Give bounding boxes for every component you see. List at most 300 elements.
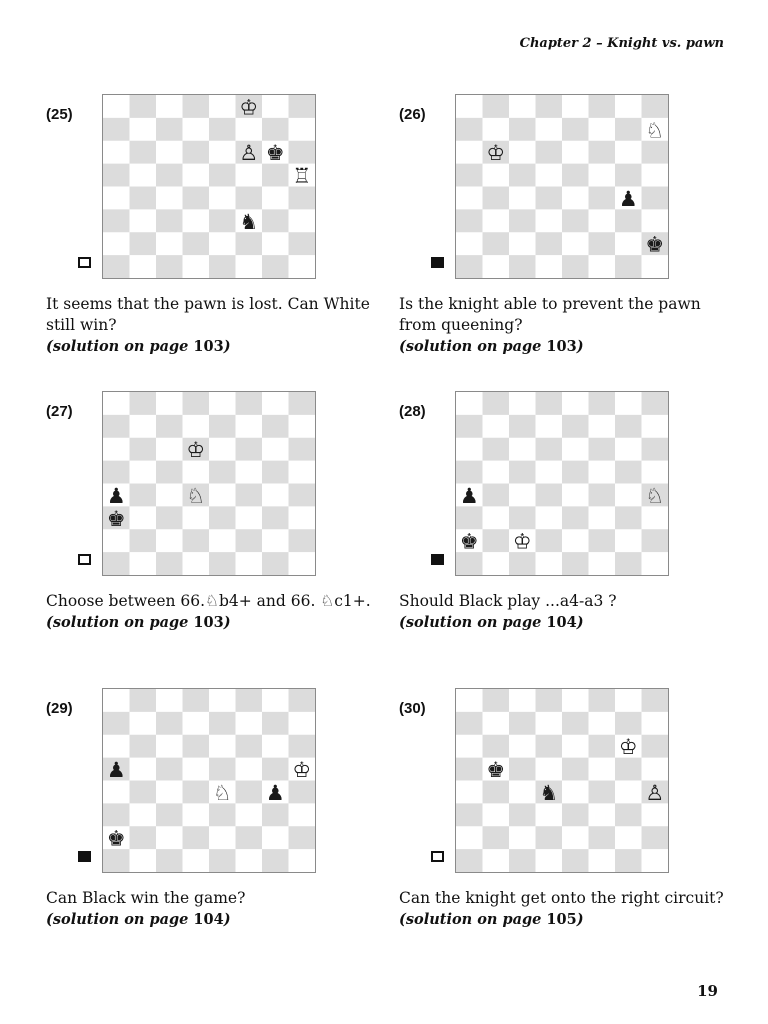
light-square	[615, 232, 642, 255]
light-square	[536, 164, 563, 187]
dark-square	[262, 209, 289, 232]
light-square	[509, 826, 536, 849]
dark-square	[289, 781, 316, 804]
light-square	[456, 735, 483, 758]
light-square	[130, 255, 157, 278]
light-square	[262, 95, 289, 118]
light-square	[562, 232, 589, 255]
black-pawn-icon: ♟	[459, 483, 479, 508]
solution-reference	[399, 336, 739, 357]
light-square	[589, 164, 616, 187]
light-square	[183, 164, 210, 187]
white-king-icon: ♔	[618, 735, 638, 760]
dark-square	[589, 95, 616, 118]
dark-square	[562, 255, 589, 278]
solution-close: )	[576, 338, 584, 355]
chess-diagram	[455, 391, 669, 576]
puzzle-caption	[46, 591, 386, 633]
dark-square	[589, 735, 616, 758]
dark-square	[289, 392, 316, 415]
dark-square	[130, 95, 157, 118]
light-square	[456, 826, 483, 849]
light-square	[562, 392, 589, 415]
light-square	[103, 438, 130, 461]
dark-square	[562, 803, 589, 826]
light-square	[509, 781, 536, 804]
dark-square	[536, 95, 563, 118]
light-square	[156, 735, 183, 758]
light-square	[156, 826, 183, 849]
dark-square	[509, 758, 536, 781]
white-to-move-indicator	[78, 554, 91, 565]
dark-square	[483, 438, 510, 461]
light-square	[562, 529, 589, 552]
board-grid	[103, 392, 315, 575]
light-square	[456, 95, 483, 118]
dark-square	[483, 781, 510, 804]
light-square	[209, 187, 236, 210]
dark-square	[209, 552, 236, 575]
light-square	[209, 141, 236, 164]
dark-square	[103, 461, 130, 484]
dark-square	[289, 95, 316, 118]
dark-square	[562, 849, 589, 872]
dark-square	[562, 712, 589, 735]
light-square	[562, 484, 589, 507]
puzzle-number: (27)	[46, 403, 73, 420]
dark-square	[156, 849, 183, 872]
white-king-icon: ♔	[239, 95, 259, 120]
solution-page: 104	[546, 614, 577, 631]
light-square	[289, 506, 316, 529]
dark-square	[236, 187, 263, 210]
dark-square	[536, 141, 563, 164]
light-square	[536, 712, 563, 735]
light-square	[562, 141, 589, 164]
dark-square	[456, 712, 483, 735]
light-square	[589, 712, 616, 735]
light-square	[236, 255, 263, 278]
dark-square	[156, 506, 183, 529]
light-square	[562, 689, 589, 712]
puzzle-question: Is the knight able to prevent the pawn from queening?	[399, 295, 701, 334]
light-square	[183, 849, 210, 872]
light-square	[483, 849, 510, 872]
light-square	[536, 415, 563, 438]
chess-diagram	[102, 688, 316, 873]
light-square	[456, 141, 483, 164]
dark-square	[236, 689, 263, 712]
light-square	[103, 232, 130, 255]
board-grid	[456, 689, 668, 872]
black-pawn-icon: ♟	[265, 780, 285, 805]
puzzle-number: (30)	[399, 700, 426, 717]
dark-square	[483, 484, 510, 507]
light-square	[130, 758, 157, 781]
dark-square	[589, 438, 616, 461]
white-king-icon: ♔	[292, 758, 312, 783]
light-square	[589, 255, 616, 278]
light-square	[456, 781, 483, 804]
solution-close: )	[223, 614, 231, 631]
light-square	[483, 209, 510, 232]
white-knight-icon: ♘	[212, 780, 232, 805]
light-square	[209, 95, 236, 118]
dark-square	[289, 689, 316, 712]
light-square	[156, 438, 183, 461]
light-square	[262, 689, 289, 712]
light-square	[289, 552, 316, 575]
dark-square	[156, 415, 183, 438]
white-to-move-indicator	[431, 851, 444, 862]
light-square	[536, 461, 563, 484]
light-square	[562, 438, 589, 461]
puzzle-number: (28)	[399, 403, 426, 420]
white-rook-icon: ♖	[292, 164, 312, 189]
light-square	[589, 118, 616, 141]
light-square	[456, 689, 483, 712]
light-square	[156, 392, 183, 415]
light-square	[183, 552, 210, 575]
dark-square	[456, 461, 483, 484]
dark-square	[509, 712, 536, 735]
dark-square	[209, 506, 236, 529]
light-square	[209, 826, 236, 849]
light-square	[509, 95, 536, 118]
light-square	[642, 803, 669, 826]
solution-reference	[46, 612, 386, 633]
solution-reference	[46, 336, 386, 357]
dark-square	[615, 712, 642, 735]
light-square	[209, 438, 236, 461]
board-grid	[456, 95, 668, 278]
white-to-move-indicator	[78, 257, 91, 268]
dark-square	[589, 187, 616, 210]
light-square	[483, 118, 510, 141]
black-king-icon: ♚	[106, 826, 126, 851]
dark-square	[536, 438, 563, 461]
light-square	[589, 803, 616, 826]
light-square	[289, 415, 316, 438]
black-knight-icon: ♞	[239, 209, 259, 234]
dark-square	[456, 758, 483, 781]
light-square	[483, 552, 510, 575]
light-square	[209, 484, 236, 507]
light-square	[262, 232, 289, 255]
dark-square	[262, 506, 289, 529]
light-square	[156, 95, 183, 118]
dark-square	[209, 255, 236, 278]
dark-square	[103, 209, 130, 232]
light-square	[289, 712, 316, 735]
black-king-icon: ♚	[265, 141, 285, 166]
light-square	[456, 438, 483, 461]
dark-square	[130, 826, 157, 849]
dark-square	[289, 232, 316, 255]
dark-square	[236, 392, 263, 415]
light-square	[615, 529, 642, 552]
light-square	[483, 461, 510, 484]
light-square	[262, 529, 289, 552]
dark-square	[209, 712, 236, 735]
dark-square	[156, 255, 183, 278]
solution-label: (solution on page	[399, 911, 547, 928]
dark-square	[156, 803, 183, 826]
puzzle-caption	[46, 294, 386, 357]
light-square	[236, 758, 263, 781]
light-square	[262, 484, 289, 507]
solution-label: (solution on page	[46, 911, 194, 928]
dark-square	[642, 689, 669, 712]
board-grid	[103, 689, 315, 872]
light-square	[562, 781, 589, 804]
light-square	[183, 506, 210, 529]
dark-square	[103, 118, 130, 141]
light-square	[509, 484, 536, 507]
dark-square	[130, 689, 157, 712]
dark-square	[536, 232, 563, 255]
light-square	[236, 712, 263, 735]
dark-square	[156, 758, 183, 781]
light-square	[589, 415, 616, 438]
dark-square	[209, 415, 236, 438]
dark-square	[289, 735, 316, 758]
board-grid	[456, 392, 668, 575]
dark-square	[209, 164, 236, 187]
chess-diagram	[455, 688, 669, 873]
light-square	[236, 118, 263, 141]
solution-label: (solution on page	[399, 338, 547, 355]
puzzle-question: Can the knight get onto the right circuit?	[399, 889, 724, 907]
dark-square	[456, 552, 483, 575]
light-square	[262, 826, 289, 849]
light-square	[103, 781, 130, 804]
dark-square	[456, 118, 483, 141]
dark-square	[509, 164, 536, 187]
white-knight-icon: ♘	[186, 483, 206, 508]
light-square	[562, 735, 589, 758]
solution-page: 104	[193, 911, 224, 928]
dark-square	[642, 95, 669, 118]
page-number: 19	[697, 982, 718, 1000]
light-square	[289, 255, 316, 278]
light-square	[156, 484, 183, 507]
puzzle-caption	[399, 591, 739, 633]
dark-square	[236, 826, 263, 849]
dark-square	[483, 95, 510, 118]
dark-square	[483, 689, 510, 712]
black-to-move-indicator	[431, 554, 444, 565]
dark-square	[615, 209, 642, 232]
light-square	[183, 461, 210, 484]
light-square	[130, 506, 157, 529]
dark-square	[456, 506, 483, 529]
dark-square	[262, 712, 289, 735]
white-pawn-icon: ♙	[645, 780, 665, 805]
light-square	[483, 164, 510, 187]
puzzle-number: (29)	[46, 700, 73, 717]
dark-square	[236, 529, 263, 552]
light-square	[642, 758, 669, 781]
dark-square	[589, 826, 616, 849]
light-square	[456, 187, 483, 210]
dark-square	[642, 529, 669, 552]
light-square	[156, 689, 183, 712]
dark-square	[156, 712, 183, 735]
dark-square	[289, 141, 316, 164]
light-square	[642, 461, 669, 484]
light-square	[642, 209, 669, 232]
dark-square	[456, 164, 483, 187]
dark-square	[130, 484, 157, 507]
dark-square	[562, 118, 589, 141]
dark-square	[183, 392, 210, 415]
light-square	[562, 826, 589, 849]
dark-square	[642, 735, 669, 758]
puzzle-caption	[399, 294, 739, 357]
black-pawn-icon: ♟	[106, 758, 126, 783]
chess-diagram	[455, 94, 669, 279]
dark-square	[103, 415, 130, 438]
dark-square	[156, 209, 183, 232]
dark-square	[156, 118, 183, 141]
dark-square	[509, 506, 536, 529]
dark-square	[130, 141, 157, 164]
light-square	[289, 849, 316, 872]
solution-page: 103	[193, 614, 224, 631]
light-square	[183, 118, 210, 141]
dark-square	[615, 461, 642, 484]
dark-square	[509, 415, 536, 438]
dark-square	[615, 552, 642, 575]
light-square	[536, 552, 563, 575]
solution-reference	[46, 909, 386, 930]
dark-square	[103, 164, 130, 187]
light-square	[209, 735, 236, 758]
dark-square	[509, 849, 536, 872]
white-knight-icon: ♘	[645, 483, 665, 508]
white-king-icon: ♔	[486, 141, 506, 166]
light-square	[589, 849, 616, 872]
dark-square	[103, 552, 130, 575]
light-square	[483, 255, 510, 278]
light-square	[130, 164, 157, 187]
dark-square	[103, 849, 130, 872]
dark-square	[130, 392, 157, 415]
dark-square	[562, 506, 589, 529]
light-square	[509, 141, 536, 164]
solution-label: (solution on page	[46, 614, 194, 631]
white-pawn-icon: ♙	[239, 141, 259, 166]
light-square	[209, 529, 236, 552]
dark-square	[262, 849, 289, 872]
light-square	[642, 255, 669, 278]
dark-square	[209, 118, 236, 141]
dark-square	[289, 484, 316, 507]
dark-square	[615, 758, 642, 781]
dark-square	[509, 209, 536, 232]
dark-square	[483, 735, 510, 758]
dark-square	[562, 758, 589, 781]
light-square	[642, 415, 669, 438]
solution-close: )	[223, 338, 231, 355]
dark-square	[562, 461, 589, 484]
dark-square	[183, 141, 210, 164]
dark-square	[236, 484, 263, 507]
dark-square	[209, 209, 236, 232]
dark-square	[262, 118, 289, 141]
dark-square	[130, 735, 157, 758]
black-king-icon: ♚	[645, 232, 665, 257]
dark-square	[183, 735, 210, 758]
light-square	[536, 803, 563, 826]
light-square	[536, 118, 563, 141]
light-square	[536, 255, 563, 278]
light-square	[103, 95, 130, 118]
solution-reference	[399, 909, 739, 930]
light-square	[589, 461, 616, 484]
light-square	[130, 849, 157, 872]
dark-square	[589, 781, 616, 804]
light-square	[262, 438, 289, 461]
dark-square	[509, 803, 536, 826]
light-square	[156, 529, 183, 552]
solution-close: )	[576, 614, 584, 631]
dark-square	[456, 415, 483, 438]
dark-square	[130, 438, 157, 461]
light-square	[289, 209, 316, 232]
dark-square	[509, 255, 536, 278]
light-square	[156, 187, 183, 210]
dark-square	[483, 826, 510, 849]
light-square	[103, 187, 130, 210]
light-square	[209, 689, 236, 712]
light-square	[236, 506, 263, 529]
light-square	[103, 392, 130, 415]
light-square	[289, 118, 316, 141]
board-grid	[103, 95, 315, 278]
light-square	[615, 141, 642, 164]
light-square	[103, 689, 130, 712]
light-square	[589, 552, 616, 575]
light-square	[236, 415, 263, 438]
dark-square	[183, 232, 210, 255]
puzzle-caption	[399, 888, 739, 930]
dark-square	[103, 712, 130, 735]
dark-square	[130, 232, 157, 255]
dark-square	[483, 529, 510, 552]
dark-square	[236, 735, 263, 758]
puzzle-number: (26)	[399, 106, 426, 123]
light-square	[483, 506, 510, 529]
light-square	[130, 712, 157, 735]
dark-square	[536, 826, 563, 849]
dark-square	[156, 552, 183, 575]
white-knight-icon: ♘	[645, 118, 665, 143]
dark-square	[483, 232, 510, 255]
light-square	[130, 803, 157, 826]
light-square	[562, 187, 589, 210]
white-king-icon: ♔	[186, 438, 206, 463]
dark-square	[615, 118, 642, 141]
light-square	[642, 164, 669, 187]
light-square	[536, 849, 563, 872]
puzzle-caption	[46, 888, 386, 930]
dark-square	[589, 141, 616, 164]
light-square	[236, 461, 263, 484]
dark-square	[130, 187, 157, 210]
dark-square	[536, 689, 563, 712]
